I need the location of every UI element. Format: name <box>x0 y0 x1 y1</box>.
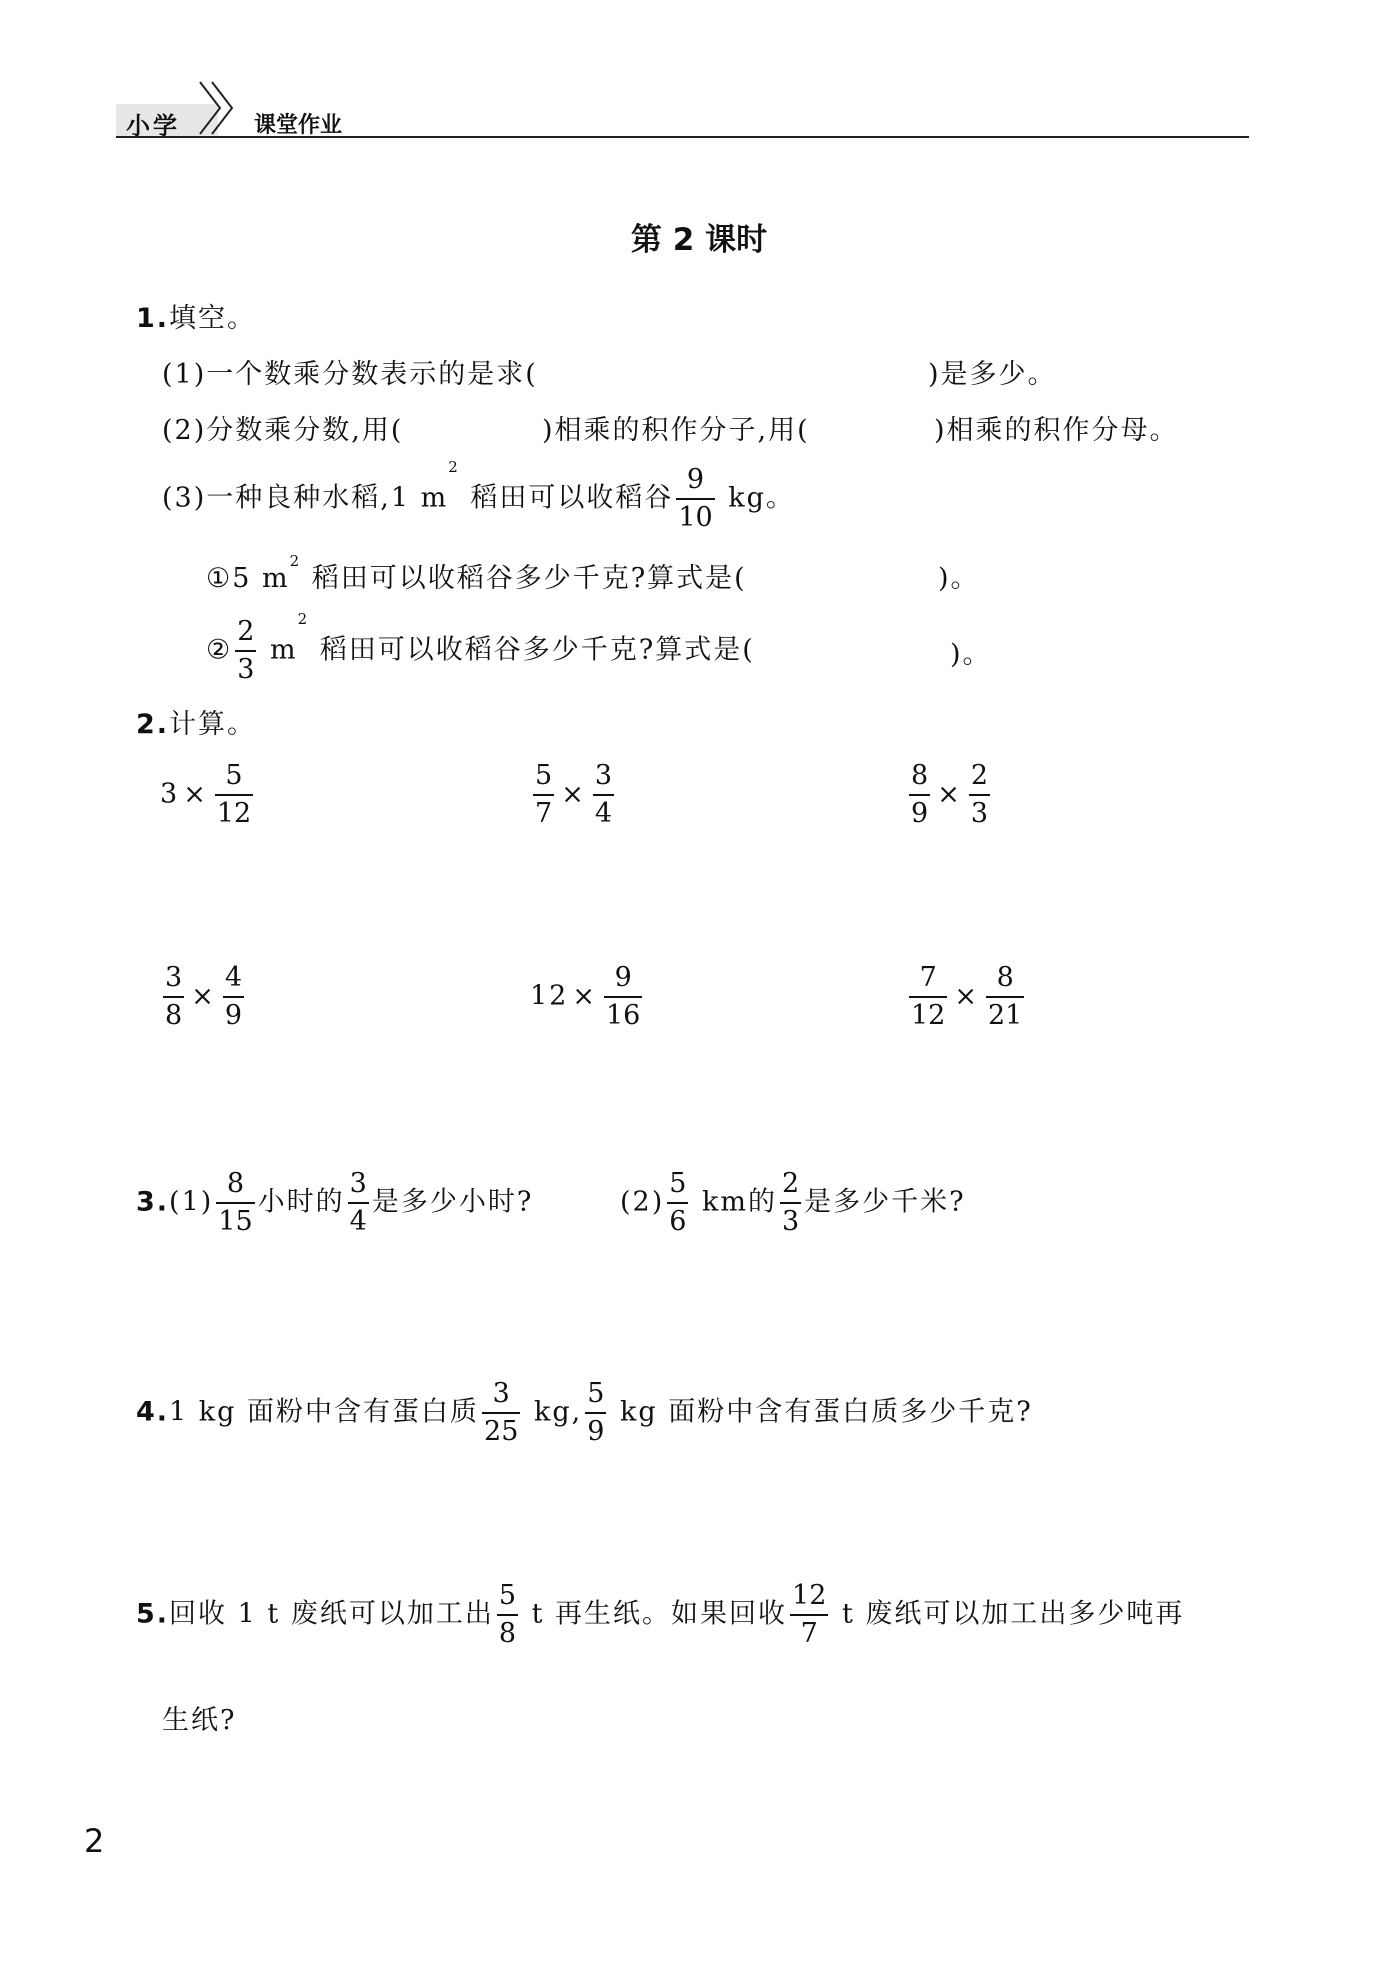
calc-expression-2 <box>530 758 617 832</box>
q1-heading <box>136 296 256 335</box>
numerator: 4 <box>224 962 242 993</box>
denominator: 12 <box>909 996 947 1034</box>
denominator: 3 <box>235 650 256 688</box>
operand: 12 <box>530 980 569 1012</box>
numerator: 2 <box>781 1168 800 1199</box>
q1-part1-prefix: (1)一个数乘分数表示的是求( <box>162 359 538 390</box>
numerator: 12 <box>792 1580 827 1611</box>
denominator: 25 <box>482 1412 520 1450</box>
fraction <box>909 758 930 832</box>
denominator: 7 <box>790 1614 828 1652</box>
fraction <box>216 1166 254 1240</box>
times-sign: × <box>191 980 216 1012</box>
denominator: 4 <box>348 1202 369 1240</box>
denominator: 21 <box>986 996 1024 1034</box>
q3-part1-label: (1) <box>169 1186 214 1218</box>
fraction <box>585 1376 606 1450</box>
numerator: 3 <box>594 760 612 791</box>
q1-sub2-text-b: m <box>259 634 298 666</box>
q5-number: 5. <box>136 1598 170 1630</box>
page-title: 第 2 课时 <box>630 222 768 258</box>
numerator: 2 <box>237 616 255 647</box>
times-sign: × <box>183 778 208 810</box>
q1-part3-text-a: (3)一种良种水稻,1 m <box>162 482 449 514</box>
q3-part2-label: (2) <box>620 1186 665 1218</box>
q3-part1-text-b: 小时的 <box>257 1186 345 1218</box>
q1-sub2-sup: 2 <box>297 610 310 628</box>
q1-part3-text-b: 稻田可以收稻谷 <box>459 482 674 514</box>
denominator: 9 <box>585 1412 606 1450</box>
numerator: 8 <box>996 962 1014 993</box>
calc-expression-4 <box>160 960 247 1034</box>
q1-title: 填空。 <box>169 303 257 334</box>
fraction <box>676 462 714 536</box>
numerator: 3 <box>492 1378 510 1409</box>
q3-part1-text-c: 是多少小时? <box>371 1186 534 1218</box>
q2-heading <box>136 702 256 741</box>
fraction <box>215 758 253 832</box>
q3-part2-text-c: 是多少千米? <box>804 1186 966 1218</box>
denominator: 9 <box>909 794 930 832</box>
q5-text-b: t 再生纸。如果回收 <box>521 1598 788 1630</box>
numerator: 5 <box>669 1168 687 1199</box>
numerator: 3 <box>165 962 183 993</box>
fraction <box>348 1166 369 1240</box>
header-level: 小学 <box>126 112 180 140</box>
q1-part3-sup: 2 <box>448 458 460 476</box>
numerator: 5 <box>225 760 243 791</box>
q4-text-b: kg, <box>523 1396 583 1428</box>
double-chevron-icon <box>198 80 238 136</box>
q1-sub2-suffix: )。 <box>950 639 992 670</box>
fraction <box>604 960 642 1034</box>
denominator: 15 <box>216 1202 254 1240</box>
numerator: 8 <box>226 1168 245 1199</box>
fraction <box>667 1166 688 1240</box>
q5-text-line2: 生纸? <box>162 1705 237 1736</box>
page-number: 2 <box>84 1822 105 1860</box>
times-sign: × <box>954 980 979 1012</box>
fraction <box>497 1578 518 1652</box>
times-sign: × <box>561 778 586 810</box>
q1-sub1-text-a: ①5 m <box>206 563 290 594</box>
q1-sub1-suffix: )。 <box>938 563 980 594</box>
denominator: 10 <box>676 498 714 536</box>
denominator: 9 <box>223 996 244 1034</box>
q1-part3-text-c: kg。 <box>717 482 795 514</box>
denominator: 3 <box>780 1202 801 1240</box>
q3-part1 <box>136 1166 533 1240</box>
q3-number: 3. <box>136 1186 170 1218</box>
denominator: 3 <box>969 794 990 832</box>
numerator: 9 <box>686 464 705 495</box>
fraction <box>482 1376 520 1450</box>
fraction <box>223 960 244 1034</box>
q1-sub1-text-b: 稻田可以收稻谷多少千克?算式是( <box>301 563 747 594</box>
numerator: 5 <box>587 1378 605 1409</box>
header-series: 课堂作业 <box>254 113 343 138</box>
denominator: 4 <box>593 794 614 832</box>
q1-sub1-prefix <box>206 552 747 595</box>
fraction <box>163 960 184 1034</box>
q1-part1-suffix: )是多少。 <box>928 359 1057 390</box>
q4-text-c: kg 面粉中含有蛋白质多少千克? <box>609 1396 1033 1428</box>
q1-sub2-text-c: 稻田可以收稻谷多少千克?算式是( <box>309 634 755 666</box>
denominator: 16 <box>604 996 642 1034</box>
fraction <box>593 758 614 832</box>
numerator: 7 <box>919 962 937 993</box>
denominator: 6 <box>667 1202 688 1240</box>
denominator: 8 <box>497 1614 518 1652</box>
q1-part3 <box>162 458 795 536</box>
fraction <box>533 758 554 832</box>
fraction <box>986 960 1024 1034</box>
calc-expression-3 <box>906 758 993 832</box>
calc-expression-5 <box>530 960 645 1034</box>
denominator: 7 <box>533 794 554 832</box>
numerator: 5 <box>498 1580 517 1611</box>
q2-number: 2. <box>136 709 170 740</box>
q5-text <box>136 1578 1184 1652</box>
q1-number: 1. <box>136 303 170 334</box>
calc-expression-1 <box>160 758 256 832</box>
q1-part2-middle: )相乘的积作分子,用( <box>542 415 810 446</box>
fraction <box>790 1578 828 1652</box>
numerator: 2 <box>970 760 988 791</box>
times-sign: × <box>937 778 962 810</box>
q3-part2 <box>620 1166 966 1240</box>
numerator: 3 <box>349 1168 367 1199</box>
q2-title: 计算。 <box>169 709 257 740</box>
operand: 3 <box>160 778 180 810</box>
q1-part2-suffix: )相乘的积作分母。 <box>934 415 1179 446</box>
numerator: 5 <box>535 760 553 791</box>
numerator: 8 <box>911 760 929 791</box>
q1-sub2-text-a: ② <box>206 634 233 666</box>
denominator: 12 <box>215 794 253 832</box>
q1-sub1-sup: 2 <box>289 552 302 570</box>
q4-text <box>136 1376 1033 1450</box>
fraction <box>235 614 256 688</box>
fraction <box>780 1166 801 1240</box>
q1-part2-prefix: (2)分数乘分数,用( <box>162 415 404 446</box>
calc-expression-6 <box>906 960 1027 1034</box>
fraction <box>909 960 947 1034</box>
numerator: 9 <box>614 962 632 993</box>
fraction <box>969 758 990 832</box>
q1-sub2-prefix <box>206 610 755 688</box>
denominator: 8 <box>163 996 184 1034</box>
q5-text-c: t 废纸可以加工出多少吨再 <box>831 1598 1185 1630</box>
times-sign: × <box>572 980 597 1012</box>
q4-text-a: 1 kg 面粉中含有蛋白质 <box>169 1396 480 1428</box>
q3-part2-text-b: km的 <box>691 1186 777 1218</box>
q4-number: 4. <box>136 1396 170 1428</box>
q5-text-a: 回收 1 t 废纸可以加工出 <box>169 1598 494 1630</box>
